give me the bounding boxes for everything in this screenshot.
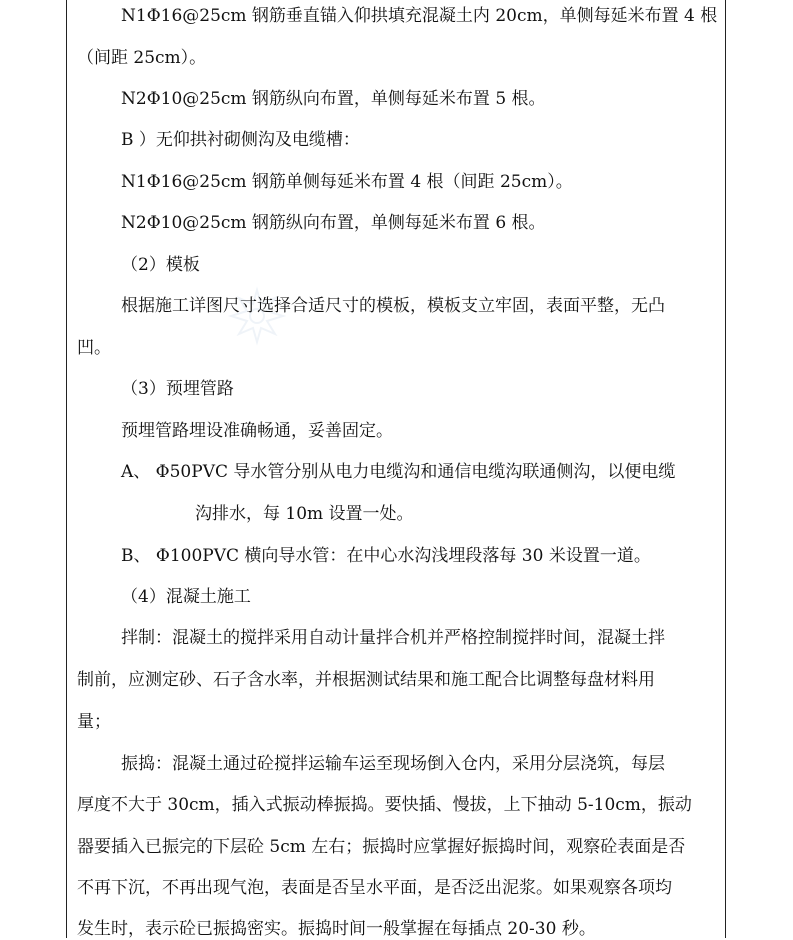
paragraph-line: 拌制：混凝土的搅拌采用自动计量拌合机并严格控制搅拌时间，混凝土拌	[121, 628, 665, 648]
paragraph-line: B ）无仰拱衬砌侧沟及电缆槽：	[121, 130, 360, 150]
list-item: B、 Φ100PVC 横向导水管：在中心水沟浅埋段落每 30 米设置一道。	[121, 546, 651, 566]
paragraph-line: N2Φ10@25cm 钢筋纵向布置，单侧每延米布置 6 根。	[121, 213, 546, 233]
list-item-continuation: 沟排水，每 10m 设置一处。	[195, 504, 414, 524]
paragraph-line: N2Φ10@25cm 钢筋纵向布置，单侧每延米布置 5 根。	[121, 89, 546, 109]
document-frame	[66, 0, 726, 938]
paragraph-line: 不再下沉，不再出现气泡，表面是否呈水平面，是否泛出泥浆。如果观察各项均	[77, 878, 672, 898]
paragraph-line: 厚度不大于 30cm，插入式振动棒振捣。要快插、慢拔，上下抽动 5-10cm，振动	[77, 795, 692, 815]
paragraph-line: 发生时，表示砼已振捣密实。振捣时间一般掌握在每插点 20-30 秒。	[77, 919, 596, 939]
paragraph-line: N1Φ16@25cm 钢筋单侧每延米布置 4 根（间距 25cm）。	[121, 172, 573, 192]
paragraph-line: 凹。	[77, 338, 111, 358]
paragraph-line: 振捣：混凝土通过砼搅拌运输车运至现场倒入仓内，采用分层浇筑，每层	[121, 754, 665, 774]
paragraph-line: 量；	[77, 712, 111, 732]
section-heading: （2）模板	[121, 255, 200, 275]
list-item: A、 Φ50PVC 导水管分别从电力电缆沟和通信电缆沟联通侧沟，以便电缆	[121, 462, 676, 482]
section-heading: （3）预埋管路	[121, 379, 234, 399]
paragraph-line: 预埋管路埋设准确畅通，妥善固定。	[121, 421, 393, 441]
document-body	[67, 0, 725, 938]
paragraph-line: 制前，应测定砂、石子含水率，并根据测试结果和施工配合比调整每盘材料用	[77, 670, 655, 690]
paragraph-line: 器要插入已振完的下层砼 5cm 左右；振捣时应掌握好振捣时间，观察砼表面是否	[77, 837, 686, 857]
paragraph-line: （间距 25cm）。	[77, 48, 207, 68]
paragraph-line: N1Φ16@25cm 钢筋垂直锚入仰拱填充混凝土内 20cm，单侧每延米布置 4 根	[121, 6, 718, 26]
paragraph-line: 根据施工详图尺寸选择合适尺寸的模板，模板支立牢固，表面平整，无凸	[121, 296, 665, 316]
section-heading: （4）混凝土施工	[121, 587, 251, 607]
